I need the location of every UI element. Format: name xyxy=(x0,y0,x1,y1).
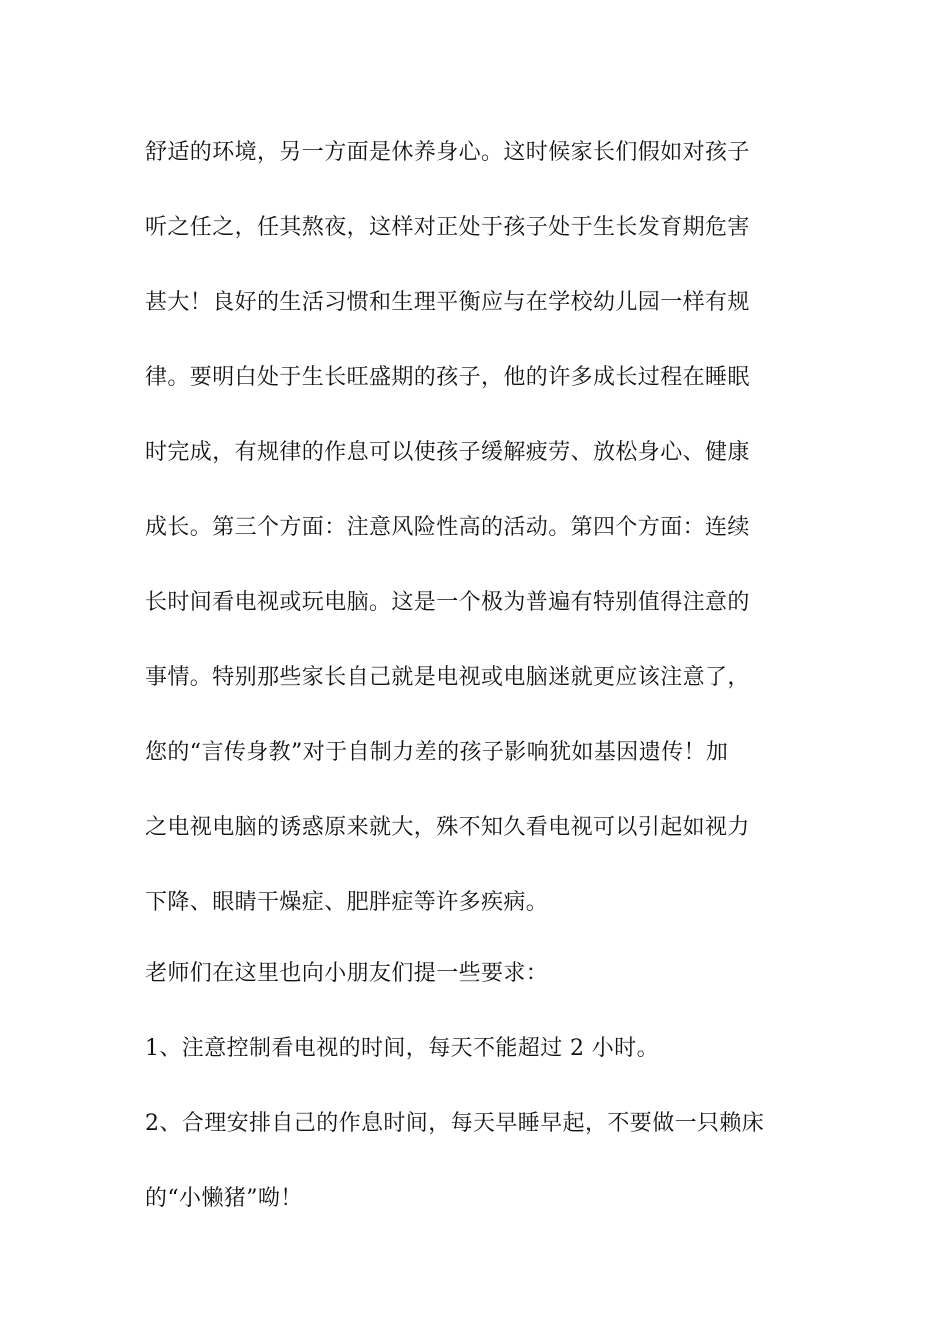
requirement-2-line: 的“小懒猪”呦！ xyxy=(145,1186,303,1211)
paragraph-line: 事情。特别那些家长自己就是电视或电脑迷就更应该注意了， xyxy=(145,665,750,690)
paragraph-line: 成长。第三个方面：注意风险性高的活动。第四个方面：连续 xyxy=(145,515,750,540)
requirement-1: 1、注意控制看电视的时间，每天不能超过 2 小时。 xyxy=(145,1036,659,1061)
paragraph-line: 您的“言传身教”对于自制力差的孩子影响犹如基因遗传！加 xyxy=(145,740,729,765)
paragraph-line: 长时间看电视或玩电脑。这是一个极为普遍有特别值得注意的 xyxy=(145,590,750,615)
paragraph-line: 时完成，有规律的作息可以使孩子缓解疲劳、放松身心、健康 xyxy=(145,440,750,465)
paragraph-line: 舒适的环境，另一方面是休养身心。这时候家长们假如对孩子 xyxy=(145,140,750,165)
intro-line: 老师们在这里也向小朋友们提一些要求： xyxy=(145,961,549,986)
paragraph-line: 听之任之，任其熬夜，这样对正处于孩子处于生长发育期危害 xyxy=(145,215,750,240)
paragraph-line: 律。要明白处于生长旺盛期的孩子，他的许多成长过程在睡眠 xyxy=(145,365,750,390)
requirement-2-line: 2、合理安排自己的作息时间，每天早睡早起，不要做一只赖床 xyxy=(145,1111,765,1136)
paragraph-line: 之电视电脑的诱惑原来就大，殊不知久看电视可以引起如视力 xyxy=(145,815,750,840)
paragraph-line: 下降、眼睛干燥症、肥胖症等许多疾病。 xyxy=(145,890,549,915)
paragraph-line: 甚大！良好的生活习惯和生理平衡应与在学校幼儿园一样有规 xyxy=(145,290,750,315)
